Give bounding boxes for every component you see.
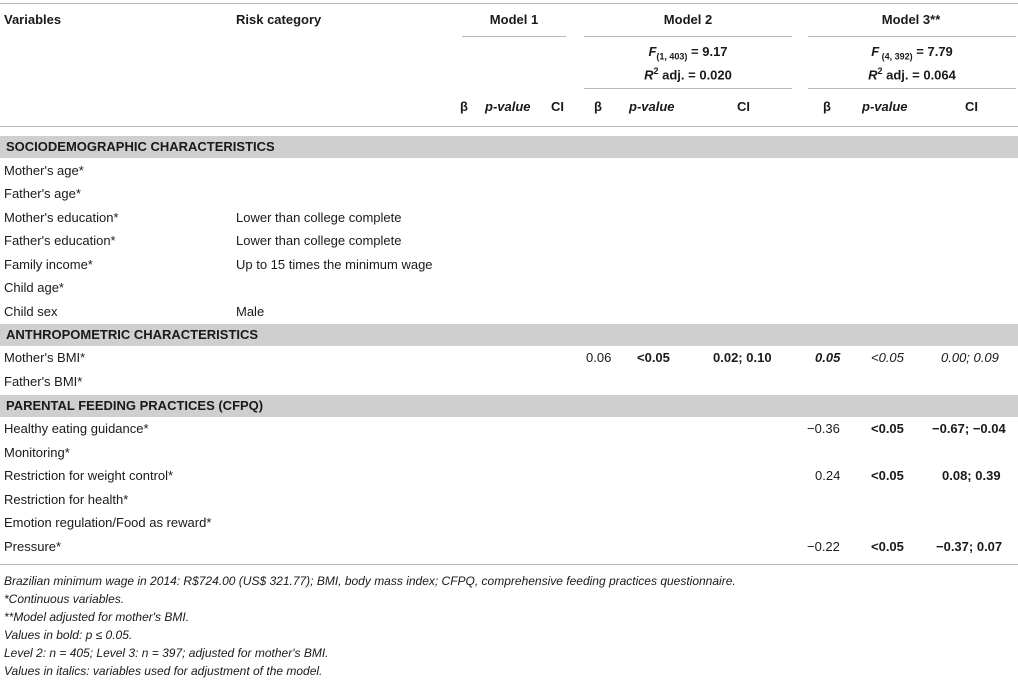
section-sociodemographic bbox=[0, 136, 1018, 158]
header-model1: Model 1 bbox=[489, 12, 539, 27]
model3-rule bbox=[808, 36, 1016, 37]
cell-m3-ci: −0.37; 0.07 bbox=[936, 539, 1003, 554]
footnote: Values in bold: p ≤ 0.05. bbox=[4, 628, 133, 642]
header-risk-category: Risk category bbox=[236, 12, 322, 27]
row-label: Father's education* bbox=[4, 233, 116, 248]
row-label: Father's age* bbox=[4, 186, 81, 201]
row-label: Family income* bbox=[4, 257, 93, 272]
row-label: Mother's BMI* bbox=[4, 350, 86, 365]
section-parental-feeding bbox=[0, 395, 1018, 417]
cell-m3-ci: −0.67; −0.04 bbox=[932, 421, 1006, 436]
section-label: PARENTAL FEEDING PRACTICES (CFPQ) bbox=[6, 398, 264, 413]
row-label: Monitoring* bbox=[4, 445, 70, 460]
cell-m2-beta: 0.06 bbox=[586, 350, 612, 365]
cell-m3-pvalue: <0.05 bbox=[871, 421, 904, 436]
header-variables: Variables bbox=[4, 12, 62, 27]
row-label: Father's BMI* bbox=[4, 374, 83, 389]
footnote: Values in italics: variables used for adjustment of the model. bbox=[4, 664, 323, 678]
section-label: SOCIODEMOGRAPHIC CHARACTERISTICS bbox=[6, 139, 275, 154]
cell-m2-ci: 0.02; 0.10 bbox=[713, 350, 772, 365]
row-label: Mother's education* bbox=[4, 210, 119, 225]
row-label: Mother's age* bbox=[4, 163, 84, 178]
row-category: Lower than college complete bbox=[236, 233, 402, 248]
top-rule bbox=[0, 3, 1018, 4]
row-category: Male bbox=[236, 304, 265, 319]
m2-pvalue-header: p-value bbox=[629, 99, 675, 114]
header-model3: Model 3** bbox=[881, 12, 941, 27]
cell-m3-beta: −0.36 bbox=[807, 421, 840, 436]
footnote: Level 2: n = 405; Level 3: n = 397; adjusted for mother's BMI. bbox=[4, 646, 329, 660]
m1-beta-header: β bbox=[460, 99, 468, 114]
cell-m3-ci: 0.00; 0.09 bbox=[941, 350, 999, 365]
cell-m3-beta: −0.22 bbox=[807, 539, 840, 554]
m3-beta-header: β bbox=[823, 99, 831, 114]
header-model2: Model 2 bbox=[663, 12, 713, 27]
row-label: Emotion regulation/Food as reward* bbox=[4, 515, 212, 530]
row-category: Lower than college complete bbox=[236, 210, 402, 225]
row-category: Up to 15 times the minimum wage bbox=[236, 257, 433, 272]
table-bottom-rule bbox=[0, 564, 1018, 565]
row-label: Restriction for weight control* bbox=[4, 468, 174, 483]
footnote: Brazilian minimum wage in 2014: R$724.00 (US$ 321.77); BMI, body mass index; CFPQ, comprehensive feeding practices questionnaire. bbox=[4, 574, 736, 588]
model3-r2: $R^2$ adj. = 0.064 bbox=[868, 66, 956, 83]
m1-ci-header: CI bbox=[551, 99, 564, 114]
row-label: Pressure* bbox=[4, 539, 62, 554]
m1-pvalue-header: p-value bbox=[485, 99, 531, 114]
cell-m2-pvalue: <0.05 bbox=[637, 350, 670, 365]
model2-rule bbox=[584, 36, 792, 37]
cell-m3-pvalue: <0.05 bbox=[871, 468, 904, 483]
row-label: Child age* bbox=[4, 280, 64, 295]
footnote: **Model adjusted for mother's BMI. bbox=[4, 610, 190, 624]
cell-m3-beta: 0.24 bbox=[815, 468, 841, 483]
footnote: *Continuous variables. bbox=[4, 592, 125, 606]
model2-r2: $R^2$ adj. = 0.020 bbox=[644, 66, 732, 83]
model3-stat-rule bbox=[808, 88, 1016, 89]
row-label: Healthy eating guidance* bbox=[4, 421, 149, 436]
m2-ci-header: CI bbox=[737, 99, 750, 114]
model2-stat-rule bbox=[584, 88, 792, 89]
cell-m3-ci: 0.08; 0.39 bbox=[942, 468, 1001, 483]
section-anthropometric bbox=[0, 324, 1018, 346]
header-bottom-rule bbox=[0, 126, 1018, 127]
model1-rule bbox=[462, 36, 566, 37]
model3-f-stat: F $_{(4, 392)}$ = 7.79 bbox=[871, 44, 953, 62]
cell-m3-beta: 0.05 bbox=[815, 350, 841, 365]
m3-pvalue-header: p-value bbox=[862, 99, 908, 114]
model2-f-stat: $F_{(1, 403)} = 9.17$ bbox=[648, 44, 728, 62]
section-label: ANTHROPOMETRIC CHARACTERISTICS bbox=[6, 327, 259, 342]
m2-beta-header: β bbox=[594, 99, 602, 114]
m3-ci-header: CI bbox=[965, 99, 978, 114]
row-label: Restriction for health* bbox=[4, 492, 129, 507]
row-label: Child sex bbox=[4, 304, 58, 319]
cell-m3-pvalue: <0.05 bbox=[871, 539, 904, 554]
cell-m3-pvalue: <0.05 bbox=[871, 350, 904, 365]
